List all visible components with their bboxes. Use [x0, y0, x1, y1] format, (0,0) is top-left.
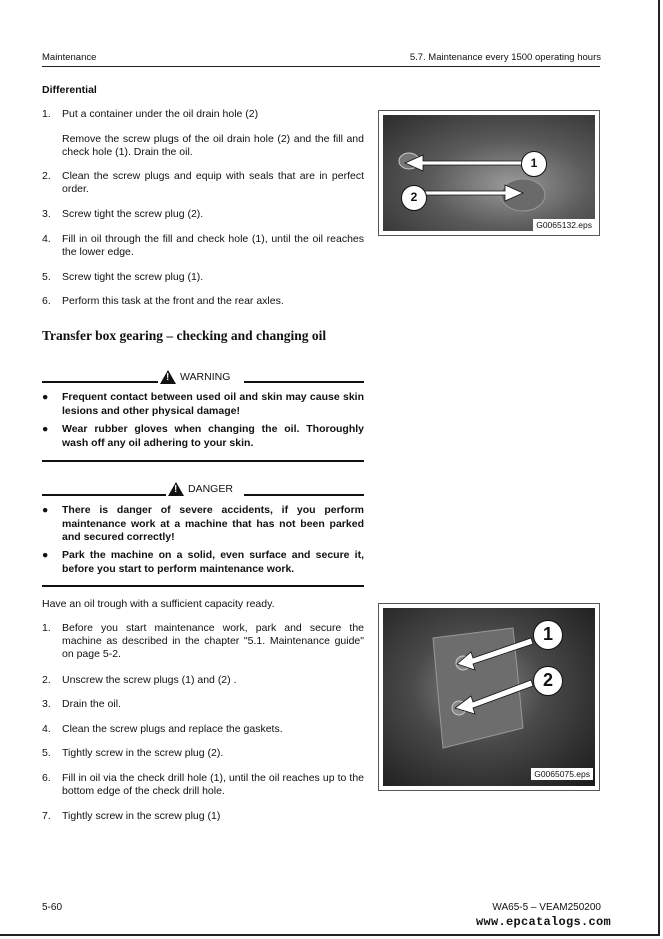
- danger-rule-bottom: [42, 585, 364, 587]
- step-number: 1.: [42, 622, 51, 634]
- callout-2: 2: [401, 185, 427, 211]
- figure-caption: G0065132.eps: [533, 219, 595, 231]
- document-code: WA65-5 – VEAM250200: [492, 902, 601, 913]
- callout-arrows: [383, 608, 595, 786]
- step-number: 2.: [42, 170, 51, 182]
- warning-heading: [160, 370, 230, 384]
- differential-photo: [378, 110, 600, 236]
- warning-text: Wear rubber gloves when changing the oil. Thoroughly wash off any oil adhering to your skin.: [62, 423, 364, 449]
- figure-caption: G0065075.eps: [531, 768, 593, 780]
- step-text: Screw tight the screw plug (1).: [62, 271, 204, 283]
- step-text: Fill in oil via the check drill hole (1), until the oil reaches up to the bottom edge of the check drill hole.: [62, 772, 364, 797]
- bullet-icon: ●: [42, 504, 49, 516]
- step-number: 4.: [42, 723, 51, 735]
- step-text: Drain the oil.: [62, 698, 121, 710]
- warning-label: WARNING: [180, 371, 231, 383]
- bullet-icon: ●: [42, 391, 49, 403]
- bullet-icon: ●: [42, 423, 49, 435]
- danger-text: There is danger of severe accidents, if you perform maintenance work at a machine that has not been parked and secured correctly!: [62, 504, 364, 543]
- danger-heading: [168, 482, 233, 496]
- transfer-box-photo: [378, 603, 600, 791]
- step-number: 5.: [42, 271, 51, 283]
- step-text: Perform this task at the front and the rear axles.: [62, 295, 284, 307]
- step-number: 2.: [42, 674, 51, 686]
- warning-rule-left: [42, 381, 158, 383]
- step-text: Before you start maintenance work, park and secure the machine as described in the chapter "5.1. Maintenance guide" on page 5-2.: [62, 622, 364, 660]
- intro-text: Have an oil trough with a sufficient capacity ready.: [42, 598, 275, 610]
- step-number: 3.: [42, 698, 51, 710]
- callout-1: 1: [521, 151, 547, 177]
- step-number: 6.: [42, 295, 51, 307]
- step-text: Tightly screw in the screw plug (2).: [62, 747, 224, 759]
- step-number: 7.: [42, 810, 51, 822]
- step-number: 6.: [42, 772, 51, 784]
- header-chapter: 5.7. Maintenance every 1500 operating hours: [409, 52, 601, 63]
- section-title-transfer-box: Transfer box gearing – checking and changing oil: [42, 328, 327, 343]
- warning-text: Frequent contact between used oil and skin may cause skin lesions and other physical damage!: [62, 391, 364, 417]
- step-text: Screw tight the screw plug (2).: [62, 208, 204, 220]
- step-text: Clean the screw plugs and replace the gaskets.: [62, 723, 283, 735]
- danger-text: Park the machine on a solid, even surface and secure it, before you start to perform maintenance work.: [62, 549, 364, 575]
- header-section: Maintenance: [42, 52, 97, 63]
- bullet-icon: ●: [42, 549, 49, 561]
- danger-rule-left: [42, 494, 166, 496]
- page-number: 5-60: [42, 902, 63, 913]
- step-number: 4.: [42, 233, 51, 245]
- callout-arrows: [383, 115, 595, 231]
- danger-rule-right: [244, 494, 364, 496]
- warning-rule-bottom: [42, 460, 364, 462]
- differential-image: [383, 115, 595, 231]
- step-number: 3.: [42, 208, 51, 220]
- callout-1: 1: [533, 620, 563, 650]
- step-text: Remove the screw plugs of the oil drain hole (2) and the fill and check hole (1). Drain the oil.: [62, 133, 364, 158]
- transfer-box-image: [383, 608, 595, 786]
- watermark: www.epcatalogs.com: [475, 915, 611, 929]
- step-text: Put a container under the oil drain hole (2): [62, 108, 259, 120]
- section-title-differential: Differential: [42, 84, 97, 96]
- callout-2: 2: [533, 666, 563, 696]
- danger-triangle-icon: [168, 482, 184, 496]
- step-number: 1.: [42, 108, 51, 120]
- step-text: Tightly screw in the screw plug (1): [62, 810, 221, 822]
- warning-triangle-icon: [160, 370, 176, 384]
- step-number: 5.: [42, 747, 51, 759]
- warning-rule-right: [244, 381, 364, 383]
- step-text: Unscrew the screw plugs (1) and (2) .: [62, 674, 237, 686]
- danger-label: DANGER: [188, 483, 233, 495]
- step-text: Fill in oil through the fill and check hole (1), until the oil reaches the lower edge.: [62, 233, 364, 258]
- step-text: Clean the screw plugs and equip with seals that are in perfect order.: [62, 170, 364, 195]
- header-rule: [42, 66, 600, 67]
